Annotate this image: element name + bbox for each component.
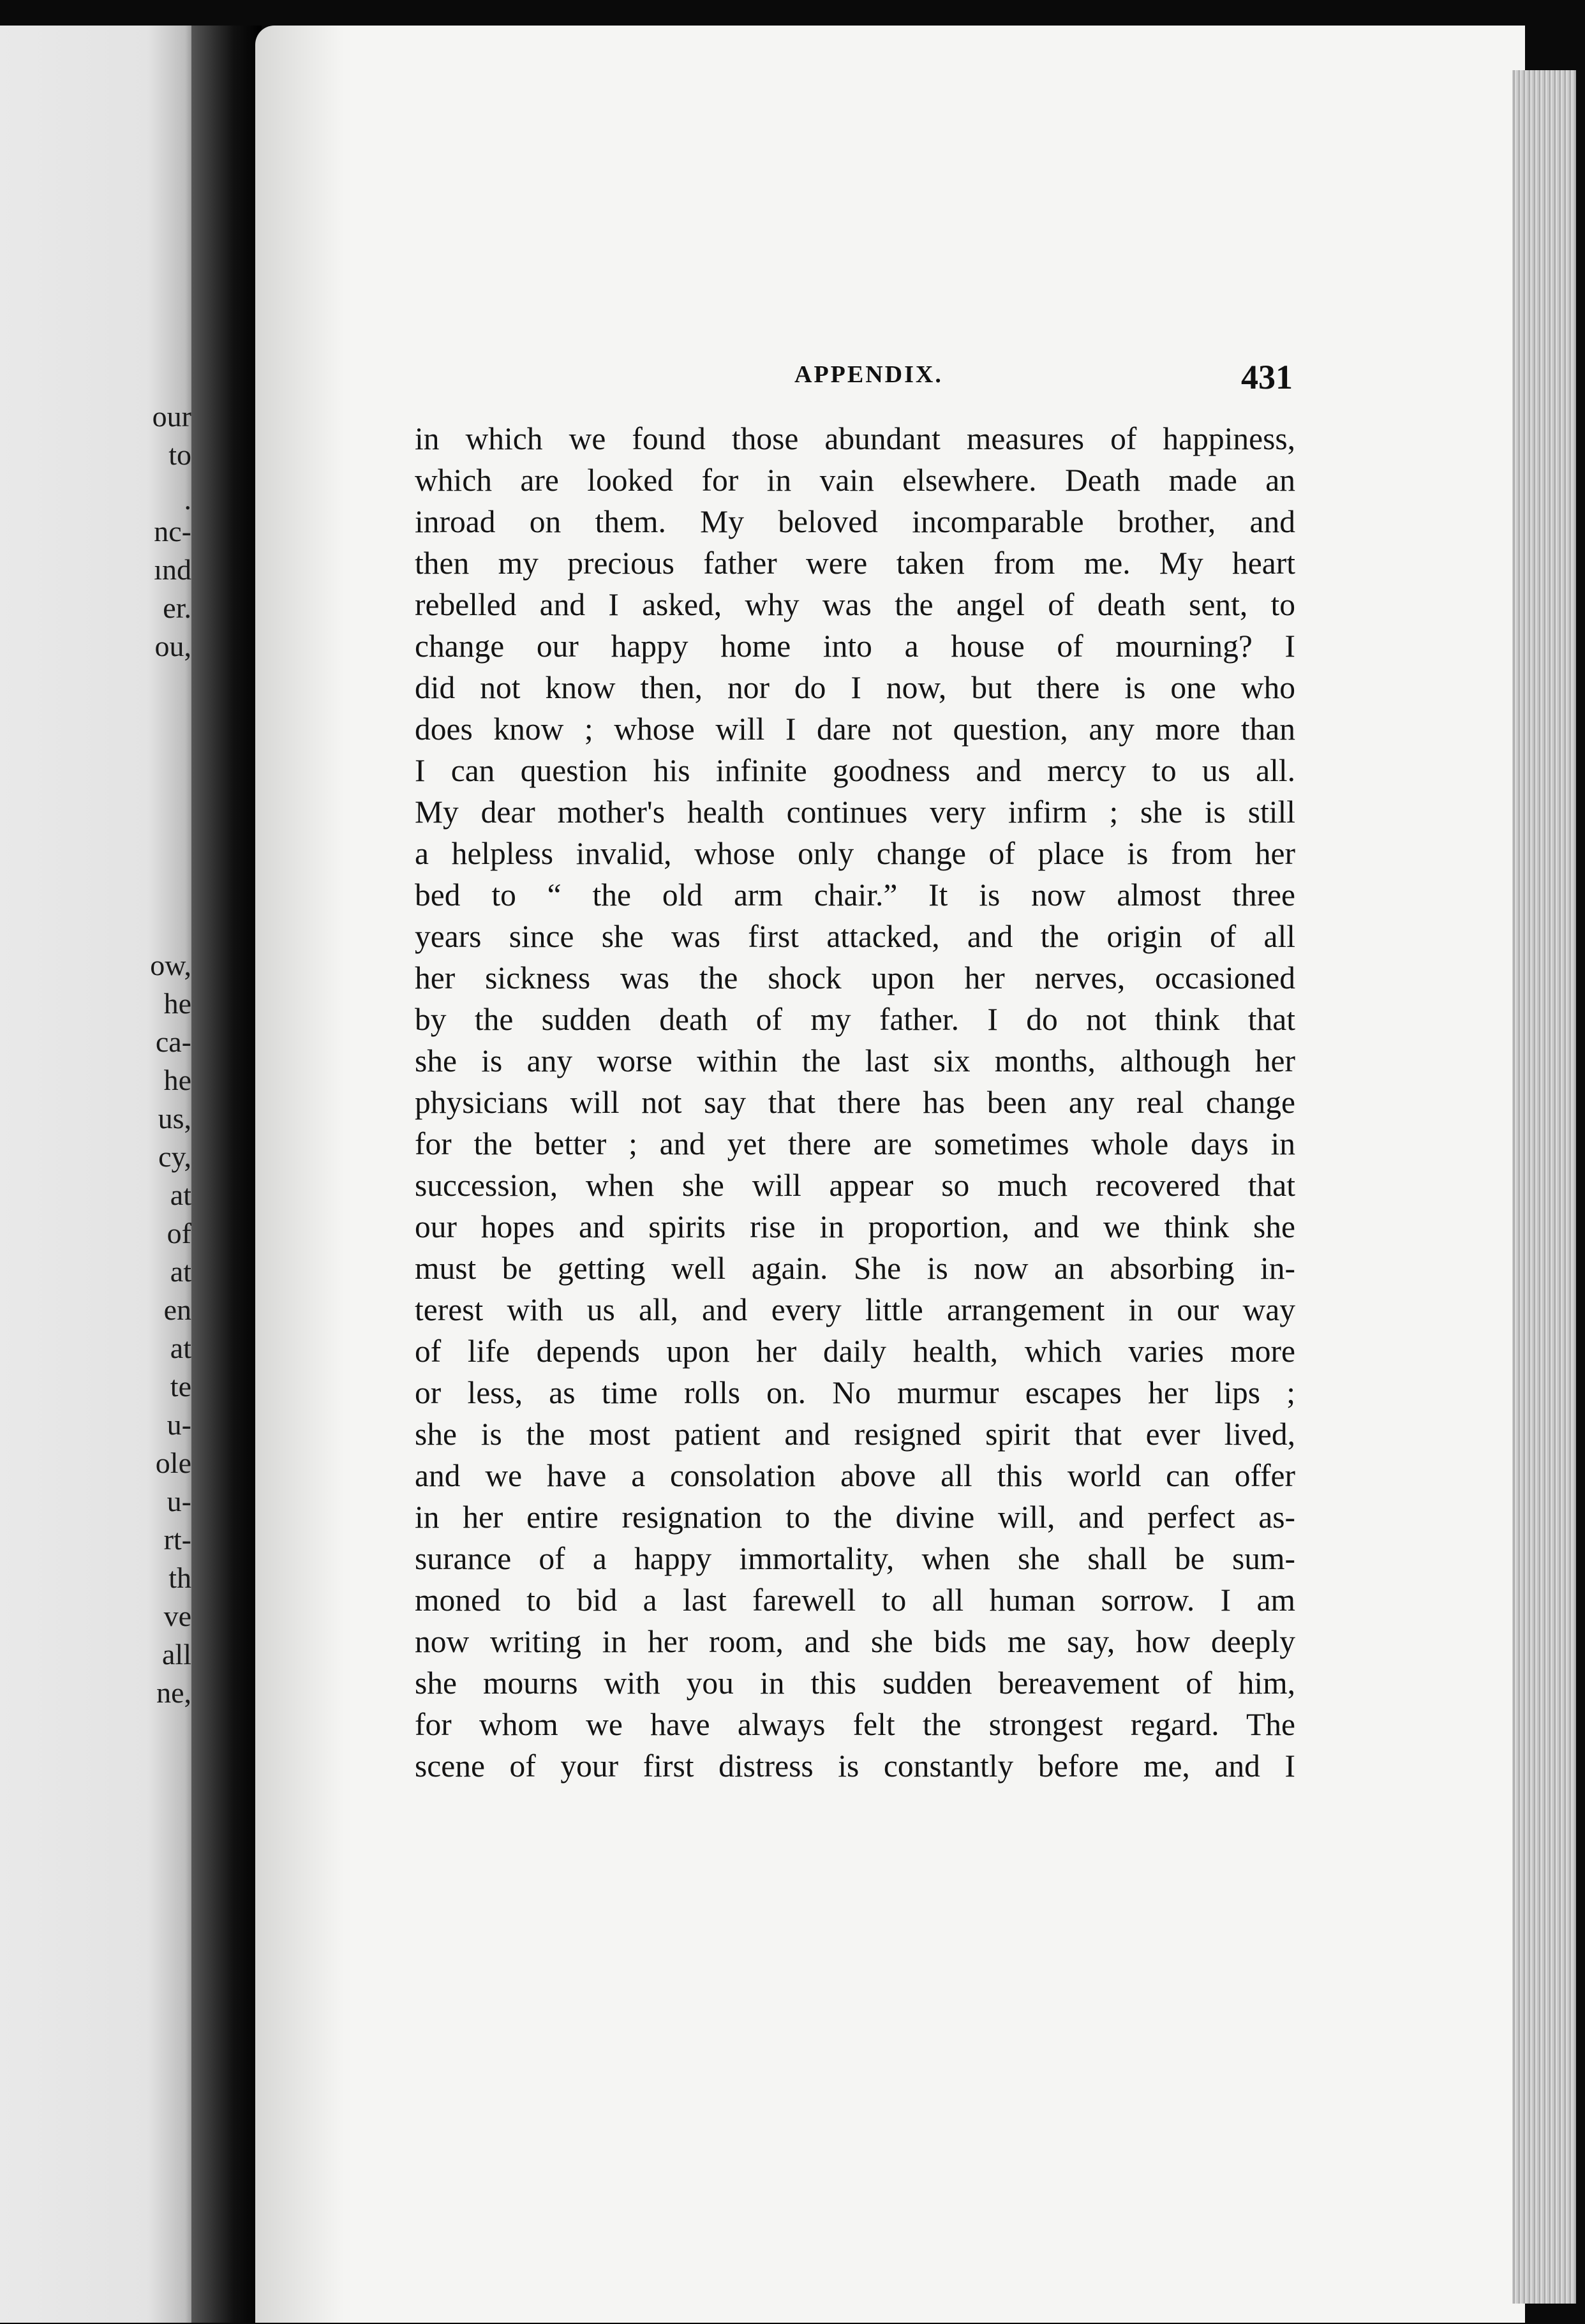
facing-page-fragment: th — [168, 1561, 191, 1594]
facing-page-fragment: ne, — [156, 1676, 191, 1709]
text-line: of life depends upon her daily health, which varies more — [415, 1334, 1295, 1369]
text-line: rebelled and I asked, why was the angel of death sent, to — [415, 587, 1295, 622]
text-line: she is any worse within the last six months, although her — [415, 1043, 1295, 1078]
text-line: now writing in her room, and she bids me say, how deeply — [415, 1624, 1295, 1659]
facing-page-fragment: at — [170, 1255, 191, 1288]
text-line: by the sudden death of my father. I do not think that — [415, 1002, 1295, 1037]
facing-page-fragment: of — [167, 1217, 191, 1249]
facing-page-fragment: ole — [155, 1447, 191, 1479]
facing-page-fragment: he — [163, 987, 191, 1020]
facing-page-fragment: ow, — [150, 949, 191, 981]
text-line: in which we found those abundant measures of happiness, — [415, 421, 1295, 456]
text-line: which are looked for in vain elsewhere. Death made an — [415, 463, 1295, 498]
text-line: years since she was first attacked, and the origin of all — [415, 919, 1295, 954]
facing-page-fragment: nc- — [154, 515, 191, 547]
running-head: APPENDIX. — [794, 361, 943, 388]
facing-page-fragment: . — [184, 483, 191, 516]
facing-page-fragment: ınd — [154, 553, 191, 586]
text-line: scene of your first distress is constantly before me, and I — [415, 1748, 1295, 1784]
text-line: moned to bid a last farewell to all human sorrow. I am — [415, 1583, 1295, 1618]
facing-page-fragment: he — [163, 1064, 191, 1096]
text-line: change our happy home into a house of mourning? I — [415, 629, 1295, 664]
book-gutter — [191, 26, 262, 2323]
text-line: I can question his infinite goodness and mercy to us all. — [415, 753, 1295, 788]
text-line: My dear mother's health continues very infirm ; she is still — [415, 794, 1295, 830]
text-line: then my precious father were taken from me. My heart — [415, 546, 1295, 581]
text-line: terest with us all, and every little arrangement in our way — [415, 1292, 1295, 1327]
facing-page-text-fragments — [0, 0, 204, 2324]
facing-page-fragment: ca- — [155, 1025, 191, 1058]
text-line: bed to “ the old arm chair.” It is now almost three — [415, 877, 1295, 912]
text-line: in her entire resignation to the divine will, and perfect as- — [415, 1500, 1295, 1535]
text-line: must be getting well again. She is now an absorbing in- — [415, 1251, 1295, 1286]
facing-page-fragment: to — [168, 438, 191, 471]
text-line: a helpless invalid, whose only change of place is from her — [415, 836, 1295, 871]
facing-page-fragment: te — [170, 1370, 191, 1403]
facing-page-fragment: our — [152, 400, 191, 433]
facing-page-fragment: at — [170, 1332, 191, 1364]
text-line: did not know then, nor do I now, but there is one who — [415, 670, 1295, 705]
page-number: 431 — [1241, 358, 1293, 396]
facing-page-fragment: rt- — [163, 1523, 191, 1556]
facing-page-fragment: us, — [158, 1102, 191, 1135]
text-line: physicians will not say that there has been any real change — [415, 1085, 1295, 1120]
text-line: her sickness was the shock upon her nerves, occasioned — [415, 960, 1295, 995]
facing-page-fragment: u- — [167, 1485, 191, 1517]
facing-page-fragment: cy, — [158, 1140, 191, 1173]
text-line: for whom we have always felt the strongest regard. The — [415, 1707, 1295, 1742]
text-line: for the better ; and yet there are sometimes whole days in — [415, 1126, 1295, 1161]
body-text — [415, 418, 1295, 1787]
facing-page-fragment: ve — [163, 1600, 191, 1632]
text-line: does know ; whose will I dare not question, any more than — [415, 711, 1295, 747]
text-line: she is the most patient and resigned spirit that ever lived, — [415, 1417, 1295, 1452]
facing-page-fragment: er. — [163, 592, 191, 624]
page-edges-stack — [1512, 70, 1576, 2304]
facing-page-fragment: ou, — [154, 630, 191, 662]
facing-page-fragment: all — [162, 1638, 191, 1671]
facing-page-fragment: u- — [167, 1408, 191, 1441]
text-line: our hopes and spirits rise in proportion, and we think she — [415, 1209, 1295, 1244]
text-line: inroad on them. My beloved incomparable brother, and — [415, 504, 1295, 539]
text-line: or less, as time rolls on. No murmur escapes her lips ; — [415, 1375, 1295, 1410]
facing-page-fragment: at — [170, 1179, 191, 1211]
text-line: surance of a happy immortality, when she shall be sum- — [415, 1541, 1295, 1576]
facing-page-fragment: en — [163, 1293, 191, 1326]
text-line: and we have a consolation above all this world can offer — [415, 1458, 1295, 1493]
text-line: succession, when she will appear so much recovered that — [415, 1168, 1295, 1203]
text-line: she mourns with you in this sudden bereavement of him, — [415, 1665, 1295, 1701]
